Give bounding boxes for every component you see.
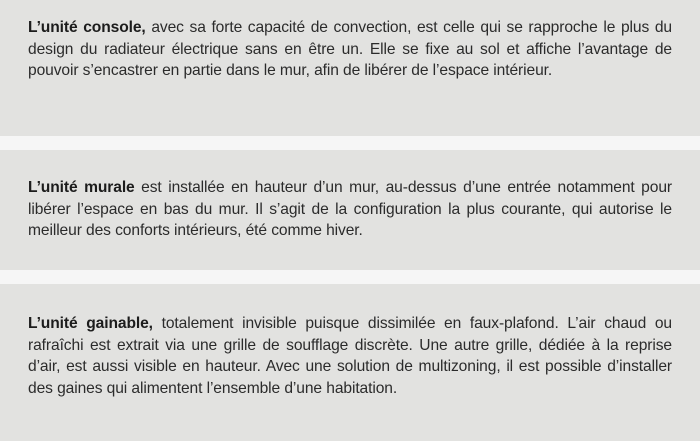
- ducted-unit-paragraph: [28, 313, 672, 399]
- ducted-unit-text: totalement invisible puisque dissimilée en faux-plafond. L’air chaud ou rafraîchi est extrait via une grille de soufflage discrète. Une autre grille, dédiée à la reprise d’air, est aussi visible en hauteur. Avec une solution de multizoning, il est possible d’installer des gaines qui alimentent l’ensemble d’une habitation.: [28, 315, 673, 397]
- ducted-unit-card: [0, 284, 700, 441]
- console-unit-card: [0, 0, 700, 136]
- console-unit-text: avec sa forte capacité de convection, est celle qui se rapproche le plus du design du radiateur électrique sans en être un. Elle se fixe au sol et affiche l’avantage de pouvoir s’encastrer en partie dans le mur, afin de libérer de l’espace intérieur.: [28, 19, 672, 79]
- wall-unit-text: est installée en hauteur d’un mur, au-dessus d’une entrée notamment pour libérer l’espace en bas du mur. Il s’agit de la configuration la plus courante, qui autorise le meilleur des conforts intérieurs, été comme hiver.: [28, 179, 672, 239]
- wall-unit-paragraph: [28, 177, 672, 242]
- ducted-unit-title: L’unité gainable,: [28, 315, 153, 332]
- wall-unit-title: L’unité murale: [28, 179, 135, 196]
- console-unit-paragraph: [28, 17, 672, 82]
- console-unit-title: L’unité console,: [28, 19, 146, 36]
- wall-unit-card: [0, 150, 700, 270]
